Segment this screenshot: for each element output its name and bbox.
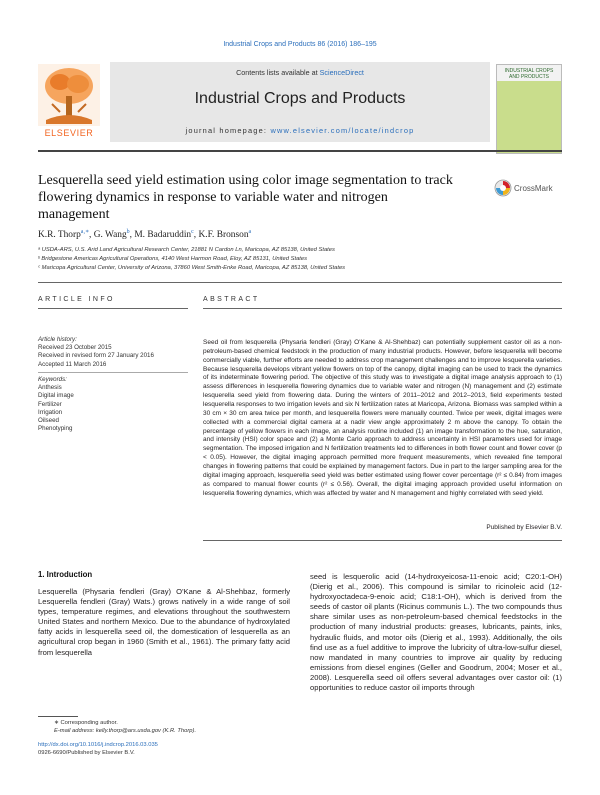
header-rule	[38, 150, 562, 152]
issn-line: 0926-6690/Published by Elsevier B.V.	[38, 750, 135, 756]
homepage-link[interactable]: www.elsevier.com/locate/indcrop	[270, 126, 415, 135]
journal-homepage	[110, 126, 490, 135]
keyword: Anthesis	[38, 384, 62, 392]
author[interactable]: G. Wang$^b$	[93, 229, 130, 241]
history-revised: Received in revised form 27 January 2016	[38, 352, 154, 360]
doi-block	[38, 741, 298, 757]
crossmark-label: CrossMark	[514, 184, 553, 193]
footnotes	[54, 719, 284, 735]
introduction-heading: 1. Introduction	[38, 570, 93, 579]
keyword: Digital image	[38, 392, 74, 400]
corresponding-author-note: ∗ Corresponding author.	[54, 720, 118, 726]
abstract-end-rule	[203, 540, 562, 541]
author[interactable]: M. Badaruddin$^c$	[134, 229, 194, 241]
affiliation-a: ᵃ USDA-ARS, U.S. Arid Land Agricultural Research Center, 21881 N Cardon Ln, Maricopa, AZ 85138, United States	[38, 247, 335, 253]
keywords-rule	[38, 372, 188, 373]
history-received: Received 23 October 2015	[38, 344, 112, 352]
affiliations-rule	[38, 282, 562, 283]
article-info-rule	[38, 308, 188, 309]
sciencedirect-link[interactable]: ScienceDirect	[319, 68, 364, 77]
published-by-note: Published by Elsevier B.V.	[486, 524, 562, 531]
author[interactable]: K.R. Thorp$^{a,∗}$	[38, 229, 90, 241]
article-title: Lesquerella seed yield estimation using color image segmentation to track flowering dynamics in response to variable water and nitrogen management	[38, 173, 453, 222]
intro-right-column: seed is lesquerolic acid (14-hydroxyeicosa-11-enoic acid; C20:1-OH) (Dierig et al., 2006). This compound is similar to ricinoleic acid (12-hydroxyoctadeca-9-enoic acid; C18:1-OH), which is derived from the seeds of castor oil plants (Ricinus communis L.). The two compounds thus share similar uses as non-petroleum-based chemical feedstocks in the production of many industrial products: greases, lubricants, paints, inks, hydraulic fluids, and motor oils (Dierig et al., 1993). Additionally, the oils find use as a fuel additive to improve the lubricity of ultra-low-sulfur diesel, now mandated in many countries to improve air quality by reducing emissions from diesel engines (Geller and Goodrum, 2004; Moser et al., 2008). Lesquerella seed oil offers several advantages over castor oil: (1) opportunities to reduce castor oil imports through	[310, 572, 562, 693]
abstract-body: Seed oil from lesquerella (Physaria fendleri (Gray) O'Kane & Al-Shehbaz) can potentially supplement castor oil as a non-petroleum-based chemical feedstock in the production of many industrial products. However, before lesquerella will become commercially viable, further efforts are needed to address crop management challenges and to improve lesquerella varieties. Because lesquerella develops vibrant yellow flowers on top of the canopy, digital imaging can be used to track the dynamics of its indeterminate flowering period. The objective of this study was to investigate a digital image analysis approach to (1) assess differences in lesquerella flowering dynamics due to variable water and nitrogen (N) management and (2) estimate lesquerella seed yield from flowering data. During the winters of 2011–2012 and 2012–2013, field experiments tested lesquerella responses to two irrigation levels and six N fertilization rates at Maricopa, Arizona. Biomass was sampled within a 30 cm × 30 cm area twice per month, and lesquerella flowers were manually counted. Twice per week, digital images were collected with a commercial digital camera at a nadir view angle approximately 2 m above the canopy. To obtain the percentage of yellow flowers in each image, an analysis routine included (1) an image transformation to the hue, saturation, and intensity (HSI) color space and (2) a Monte Carlo approach to address uncertainty in HSI parameters used for image segmentation. The imposed irrigation and N fertilization treatments led to differences in both flower count and flower cover (p < 0.05). However, the digital imaging approach permitted more frequent measurements, which revealed fine temporal changes in flowering patterns that could be explained by management factors. Due in part to the larger sampling area for the digital imaging approach, lesquerella seed yield was better estimated using flower cover percentage (r² ≤ 0.84) from images as compared to manual flower counts (r² ≤ 0.56). Overall, the digital imaging approach provided useful information on lesquerella flowering dynamics, which was affected by water and N management and highly correlated with seed yield.	[203, 339, 562, 497]
doi-link[interactable]: http://dx.doi.org/10.1016/j.indcrop.2016.03.035	[38, 742, 158, 748]
elsevier-wordmark: ELSEVIER	[44, 128, 94, 138]
affiliation-c: ᶜ Maricopa Agricultural Center, University of Arizona, 37860 West Smith-Enke Road, Maricopa, AZ 85138, United States	[38, 265, 346, 271]
keywords-block	[38, 376, 158, 433]
article-info-heading: ARTICLE INFO	[38, 296, 115, 303]
journal-title: Industrial Crops and Products	[194, 90, 406, 107]
homepage-prefix: journal homepage:	[185, 126, 271, 135]
affiliations	[38, 246, 562, 273]
journal-citation[interactable]: Industrial Crops and Products 86 (2016) 186–195	[223, 41, 377, 48]
history-accepted: Accepted 11 March 2016	[38, 360, 107, 368]
email-note[interactable]: E-mail address: kelly.thorp@ars.usda.gov (K.R. Thorp).	[54, 728, 197, 734]
abstract-rule	[203, 308, 562, 309]
contents-availability	[110, 68, 490, 77]
crossmark-icon[interactable]	[494, 178, 564, 198]
history-label: Article history:	[38, 336, 77, 343]
contents-prefix: Contents lists available at	[236, 68, 320, 77]
keyword: Phenotyping	[38, 425, 73, 433]
journal-cover-title: INDUSTRIAL CROPS AND PRODUCTS	[504, 68, 554, 80]
affiliation-b: ᵇ Bridgestone Americas Agricultural Operations, 4140 West Harmon Road, Eloy, AZ 85131, United States	[38, 256, 308, 262]
abstract-heading: ABSTRACT	[203, 296, 260, 303]
article-history	[38, 336, 158, 369]
keyword: Fertilizer	[38, 400, 62, 408]
author-list: K.R. Thorp$^{a,∗}$, G. Wang$^b$, M. Badaruddin$^c$, K.F. Bronson$^a$	[38, 229, 252, 241]
footnote-rule	[38, 716, 78, 717]
author[interactable]: K.F. Bronson$^a$	[198, 229, 252, 241]
keyword: Irrigation	[38, 408, 63, 416]
elsevier-tree-logo	[38, 64, 100, 132]
keyword: Oilseed	[38, 417, 59, 425]
intro-left-column: Lesquerella (Physaria fendleri (Gray) O'Kane & Al-Shehbaz, formerly Lesquerella fendleri (Gray) Wats.) grows natively in a wide range of soil types, temperature regimes, and elevations throughout the southwestern United States and northern Mexico. Due to the abundance of hydroxylated fatty acids in lesquerella seed oil, the domestication of lesquerella as an agricultural crop began in 1960 (Smith et al., 1961). The primary fatty acid from lesquerella	[38, 587, 290, 657]
keywords-label: Keywords:	[38, 376, 67, 383]
